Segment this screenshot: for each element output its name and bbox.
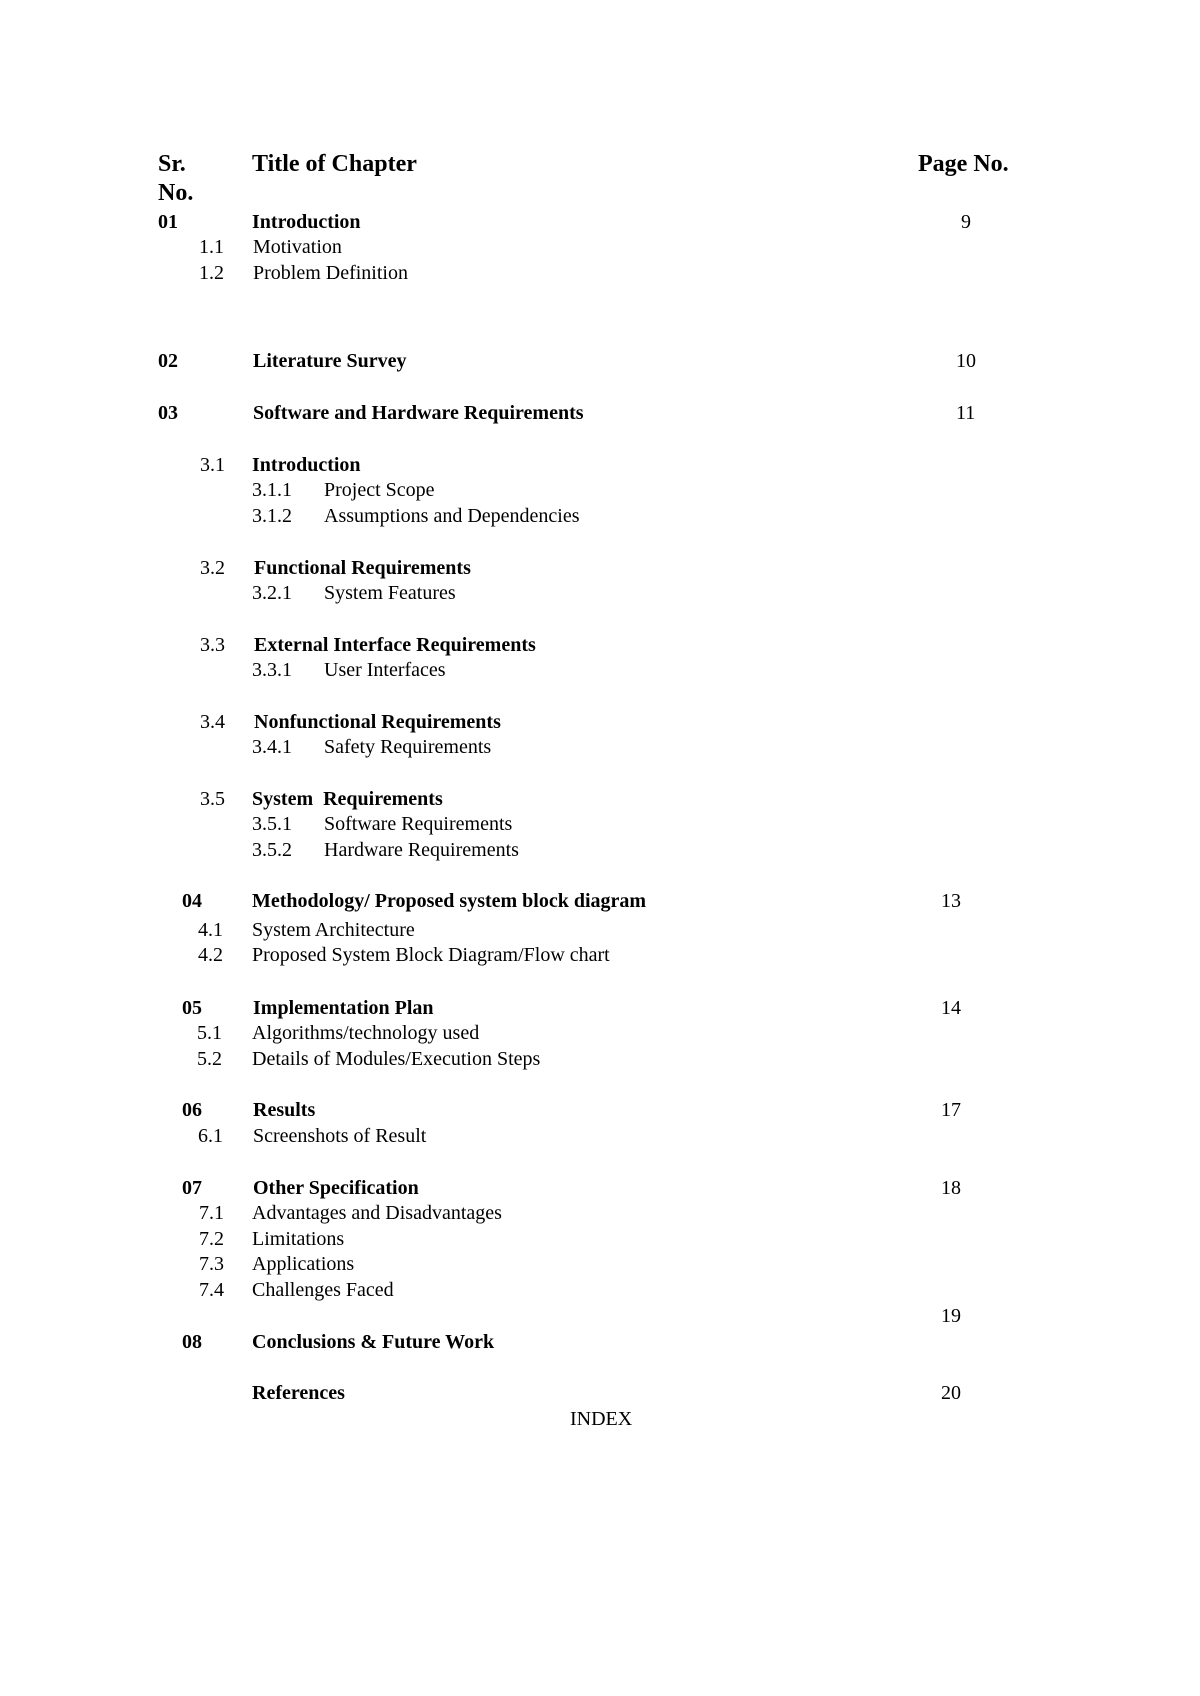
chapter-page: 14	[941, 997, 961, 1019]
index-label: INDEX	[570, 1408, 633, 1430]
section-title: Proposed System Block Diagram/Flow chart	[252, 944, 610, 966]
header-title: Title of Chapter	[252, 151, 417, 177]
subsection-title: User Interfaces	[324, 659, 446, 681]
section-number: 3.3	[200, 634, 225, 656]
references-title: References	[252, 1382, 345, 1404]
chapter-page: 13	[941, 890, 961, 912]
section-title: Functional Requirements	[254, 557, 471, 579]
section-title: Motivation	[253, 236, 342, 258]
section-title: Applications	[252, 1253, 355, 1275]
header-no: No.	[158, 180, 194, 206]
section-number: 3.4	[200, 711, 225, 733]
subsection-title: System Features	[324, 582, 456, 604]
chapter-title: Implementation Plan	[253, 997, 434, 1019]
section-number: 4.1	[198, 919, 223, 941]
section-title: Details of Modules/Execution Steps	[252, 1048, 541, 1070]
references-page: 20	[941, 1382, 961, 1404]
chapter-title: Methodology/ Proposed system block diagram	[252, 890, 647, 912]
chapter-page: 10	[956, 350, 976, 372]
section-title: Problem Definition	[253, 262, 408, 284]
subsection-number: 3.1.1	[252, 479, 292, 501]
section-number: 7.1	[199, 1202, 224, 1224]
chapter-page: 17	[941, 1099, 961, 1121]
section-number: 3.2	[200, 557, 225, 579]
chapter-page: 19	[941, 1305, 961, 1327]
section-title: Limitations	[252, 1228, 345, 1250]
section-title: Introduction	[252, 454, 361, 476]
section-title: Challenges Faced	[252, 1279, 394, 1301]
section-number: 7.4	[199, 1279, 224, 1301]
subsection-number: 3.5.2	[252, 839, 292, 861]
chapter-number: 01	[158, 211, 178, 233]
chapter-number: 07	[182, 1177, 202, 1199]
section-number: 5.2	[197, 1048, 222, 1070]
section-number: 6.1	[198, 1125, 223, 1147]
section-number: 7.2	[199, 1228, 224, 1250]
chapter-page: 11	[956, 402, 976, 424]
chapter-title: Results	[253, 1099, 316, 1121]
section-title: Nonfunctional Requirements	[254, 711, 501, 733]
chapter-number: 05	[182, 997, 202, 1019]
subsection-title: Software Requirements	[324, 813, 513, 835]
section-number: 7.3	[199, 1253, 224, 1275]
section-number: 4.2	[198, 944, 223, 966]
chapter-number: 06	[182, 1099, 202, 1121]
section-title: System Requirements	[252, 788, 443, 810]
subsection-number: 3.4.1	[252, 736, 292, 758]
section-title: System Architecture	[252, 919, 415, 941]
header-page: Page No.	[918, 151, 1009, 177]
chapter-number: 02	[158, 350, 178, 372]
subsection-title: Hardware Requirements	[324, 839, 519, 861]
section-number: 3.1	[200, 454, 225, 476]
subsection-title: Safety Requirements	[324, 736, 492, 758]
chapter-title: Other Specification	[253, 1177, 419, 1199]
chapter-number: 08	[182, 1331, 202, 1353]
chapter-title: Introduction	[252, 211, 361, 233]
subsection-number: 3.2.1	[252, 582, 292, 604]
chapter-title: Conclusions & Future Work	[252, 1331, 495, 1353]
section-title: Advantages and Disadvantages	[252, 1202, 502, 1224]
chapter-page: 18	[941, 1177, 961, 1199]
section-number: 5.1	[197, 1022, 222, 1044]
section-title: Algorithms/technology used	[252, 1022, 480, 1044]
chapter-title: Software and Hardware Requirements	[253, 402, 584, 424]
section-number: 1.2	[199, 262, 224, 284]
chapter-number: 03	[158, 402, 178, 424]
chapter-page: 9	[961, 211, 971, 233]
section-number: 1.1	[199, 236, 224, 258]
subsection-number: 3.3.1	[252, 659, 292, 681]
section-title: External Interface Requirements	[254, 634, 536, 656]
subsection-number: 3.1.2	[252, 505, 292, 527]
subsection-title: Project Scope	[324, 479, 435, 501]
chapter-number: 04	[182, 890, 202, 912]
header-sr: Sr.	[158, 151, 186, 177]
section-title: Screenshots of Result	[253, 1125, 427, 1147]
subsection-title: Assumptions and Dependencies	[324, 505, 580, 527]
chapter-title: Literature Survey	[253, 350, 407, 372]
section-number: 3.5	[200, 788, 225, 810]
subsection-number: 3.5.1	[252, 813, 292, 835]
